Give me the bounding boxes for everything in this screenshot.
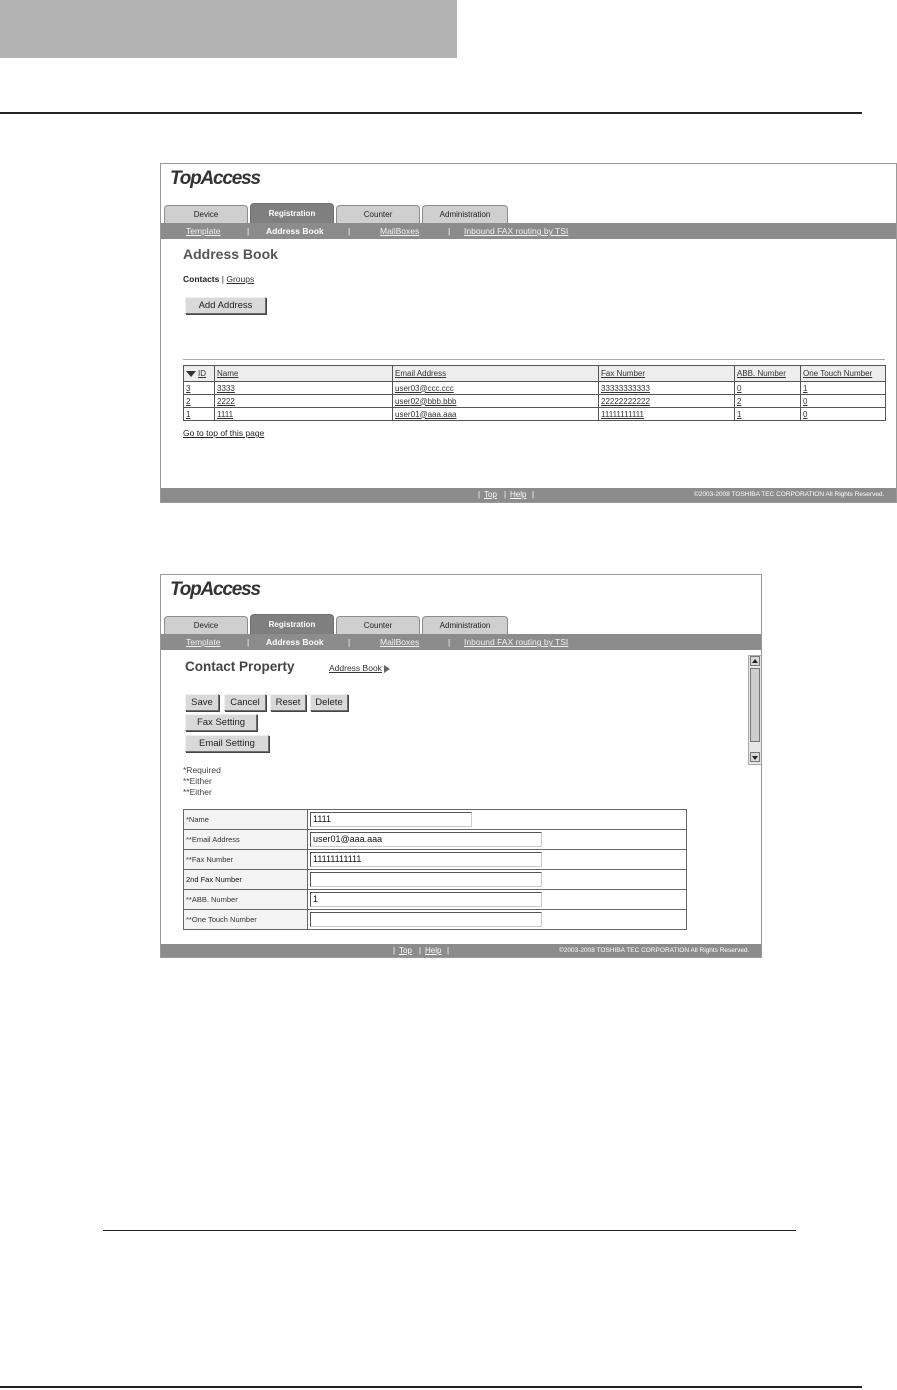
cell-name-link[interactable]: 3333: [217, 383, 235, 393]
page-title: Contact Property: [185, 659, 295, 674]
subnav-separator: |: [348, 637, 351, 647]
cell-id-link[interactable]: 3: [186, 383, 191, 393]
subnav-separator: |: [247, 637, 250, 647]
footer-separator: |: [532, 490, 535, 499]
subnav-address-book[interactable]: Address Book: [266, 637, 324, 647]
field-notes: [183, 765, 221, 798]
footer-help-link[interactable]: Help: [425, 946, 442, 955]
one-touch-number-input[interactable]: [310, 912, 542, 927]
tab-counter[interactable]: Counter: [336, 616, 420, 634]
footer-top-link[interactable]: Top: [484, 490, 497, 499]
subnav-template[interactable]: Template: [186, 637, 221, 647]
subnav-inbound-fax[interactable]: Inbound FAX routing by TSI: [464, 226, 569, 236]
groups-link[interactable]: Groups: [226, 274, 255, 284]
footer-separator: |: [478, 490, 481, 499]
filter-separator: |: [221, 274, 224, 284]
cell-email-link[interactable]: user01@aaa.aaa: [395, 409, 457, 419]
footer-help-link[interactable]: Help: [510, 490, 527, 499]
form-row: [184, 830, 687, 850]
section-divider: [183, 359, 885, 360]
table-row: [184, 382, 886, 395]
cell-fax-link[interactable]: 22222222222: [601, 396, 650, 406]
go-to-top-link[interactable]: Go to top of this page: [183, 428, 265, 438]
subnav-template[interactable]: Template: [186, 226, 221, 236]
form-row: [184, 850, 687, 870]
fax-setting-button[interactable]: Fax Setting: [185, 714, 257, 731]
address-book-screenshot: [160, 163, 897, 503]
fax-number-input[interactable]: 11111111111: [310, 852, 542, 867]
copyright-text: ©2003-2008 TOSHIBA TEC CORPORATION All Rights Reserved.: [694, 491, 885, 498]
footer-bar: [161, 944, 761, 958]
subnav-address-book[interactable]: Address Book: [266, 226, 324, 236]
column-header-abb[interactable]: ABB. Number: [735, 366, 801, 382]
cell-fax-link[interactable]: 33333333333: [601, 383, 650, 393]
page-header-band: [0, 0, 457, 58]
form-row: [184, 870, 687, 890]
scrollbar-thumb[interactable]: [750, 668, 760, 742]
cell-email-link[interactable]: user03@ccc.ccc: [395, 383, 454, 393]
either-note: **Either: [183, 787, 212, 797]
tab-administration[interactable]: Administration: [422, 205, 508, 223]
column-header-id[interactable]: ID: [184, 366, 215, 382]
email-setting-button[interactable]: Email Setting: [185, 735, 269, 752]
footer-separator: |: [393, 946, 396, 955]
tab-registration[interactable]: Registration: [250, 203, 334, 223]
table-header-row: [184, 366, 886, 382]
breadcrumb-address-book-link[interactable]: Address Book: [329, 663, 382, 673]
cell-id-link[interactable]: 1: [186, 409, 191, 419]
subnav-separator: |: [448, 637, 451, 647]
page-bottom-rule: [0, 1386, 862, 1388]
form-row: [184, 810, 687, 830]
subnav-separator: |: [448, 226, 451, 236]
cell-abb-link[interactable]: 2: [737, 396, 742, 406]
scroll-down-arrow-icon[interactable]: [750, 752, 760, 762]
tab-administration[interactable]: Administration: [422, 616, 508, 634]
breadcrumb: [329, 663, 390, 673]
scroll-up-arrow-icon[interactable]: [750, 656, 760, 666]
second-fax-number-input[interactable]: [310, 872, 542, 887]
form-row: [184, 910, 687, 930]
column-header-fax[interactable]: Fax Number: [599, 366, 735, 382]
contacts-groups-filter: [183, 274, 254, 284]
email-address-input[interactable]: user01@aaa.aaa: [310, 832, 542, 847]
save-button[interactable]: Save: [185, 694, 219, 711]
cell-one-touch-link[interactable]: 0: [803, 396, 808, 406]
cell-abb-link[interactable]: 0: [737, 383, 742, 393]
contacts-table: [183, 365, 886, 421]
cell-email-link[interactable]: user02@bbb.bbb: [395, 396, 457, 406]
second-fax-number-label: 2nd Fax Number: [184, 870, 308, 890]
table-row: [184, 408, 886, 421]
cell-fax-link[interactable]: 11111111111: [601, 409, 645, 419]
contacts-filter-current: Contacts: [183, 274, 220, 284]
sort-down-icon: [186, 371, 196, 377]
subnav-separator: |: [247, 226, 250, 236]
contact-property-screenshot: [160, 574, 762, 958]
required-note: *Required: [183, 765, 221, 775]
add-address-button[interactable]: Add Address: [185, 297, 266, 314]
tab-counter[interactable]: Counter: [336, 205, 420, 223]
cell-id-link[interactable]: 2: [186, 396, 191, 406]
table-row: [184, 395, 886, 408]
page-footnote-rule: [103, 1230, 796, 1231]
delete-button[interactable]: Delete: [310, 694, 348, 711]
abb-number-input[interactable]: 1: [310, 892, 542, 907]
copyright-text: ©2003-2008 TOSHIBA TEC CORPORATION All Rights Reserved.: [559, 947, 750, 954]
page-title: Address Book: [183, 246, 278, 262]
cancel-button[interactable]: Cancel: [224, 694, 266, 711]
contact-form-table: [183, 809, 687, 930]
cell-abb-link[interactable]: 1: [737, 409, 742, 419]
subnav-separator: |: [348, 226, 351, 236]
column-header-one-touch[interactable]: One Touch Number: [801, 366, 886, 382]
topaccess-logo: TopAccess: [170, 579, 260, 600]
tab-device[interactable]: Device: [164, 616, 248, 634]
subnav-mailboxes[interactable]: MailBoxes: [380, 637, 420, 647]
email-address-label: **Email Address: [184, 830, 308, 850]
topaccess-logo: TopAccess: [170, 168, 260, 189]
tab-registration[interactable]: Registration: [250, 614, 334, 634]
tab-device[interactable]: Device: [164, 205, 248, 223]
main-tabs: [161, 614, 761, 634]
sub-navigation: [161, 634, 761, 650]
footer-separator: |: [504, 490, 507, 499]
sub-navigation: [161, 223, 896, 239]
fax-number-label: **Fax Number: [184, 850, 308, 870]
footer-top-link[interactable]: Top: [399, 946, 412, 955]
one-touch-number-label: **One Touch Number: [184, 910, 308, 930]
cell-name-link[interactable]: 1111: [217, 409, 234, 419]
footer-separator: |: [447, 946, 450, 955]
column-header-email[interactable]: Email Address: [393, 366, 599, 382]
either-note: **Either: [183, 776, 212, 786]
form-row: [184, 890, 687, 910]
name-label: *Name: [184, 810, 308, 830]
subnav-mailboxes[interactable]: MailBoxes: [380, 226, 420, 236]
cell-one-touch-link[interactable]: 0: [803, 409, 808, 419]
vertical-scrollbar[interactable]: [748, 655, 762, 765]
footer-separator: |: [419, 946, 422, 955]
name-input[interactable]: 1111: [310, 812, 472, 827]
abb-number-label: **ABB. Number: [184, 890, 308, 910]
page-top-rule: [0, 112, 862, 114]
column-header-name[interactable]: Name: [215, 366, 393, 382]
main-tabs: [161, 203, 896, 223]
cell-one-touch-link[interactable]: 1: [803, 383, 808, 393]
subnav-inbound-fax[interactable]: Inbound FAX routing by TSI: [464, 637, 569, 647]
reset-button[interactable]: Reset: [270, 694, 306, 711]
cell-name-link[interactable]: 2222: [217, 396, 235, 406]
footer-bar: [161, 488, 896, 502]
arrow-right-icon: [384, 665, 390, 673]
